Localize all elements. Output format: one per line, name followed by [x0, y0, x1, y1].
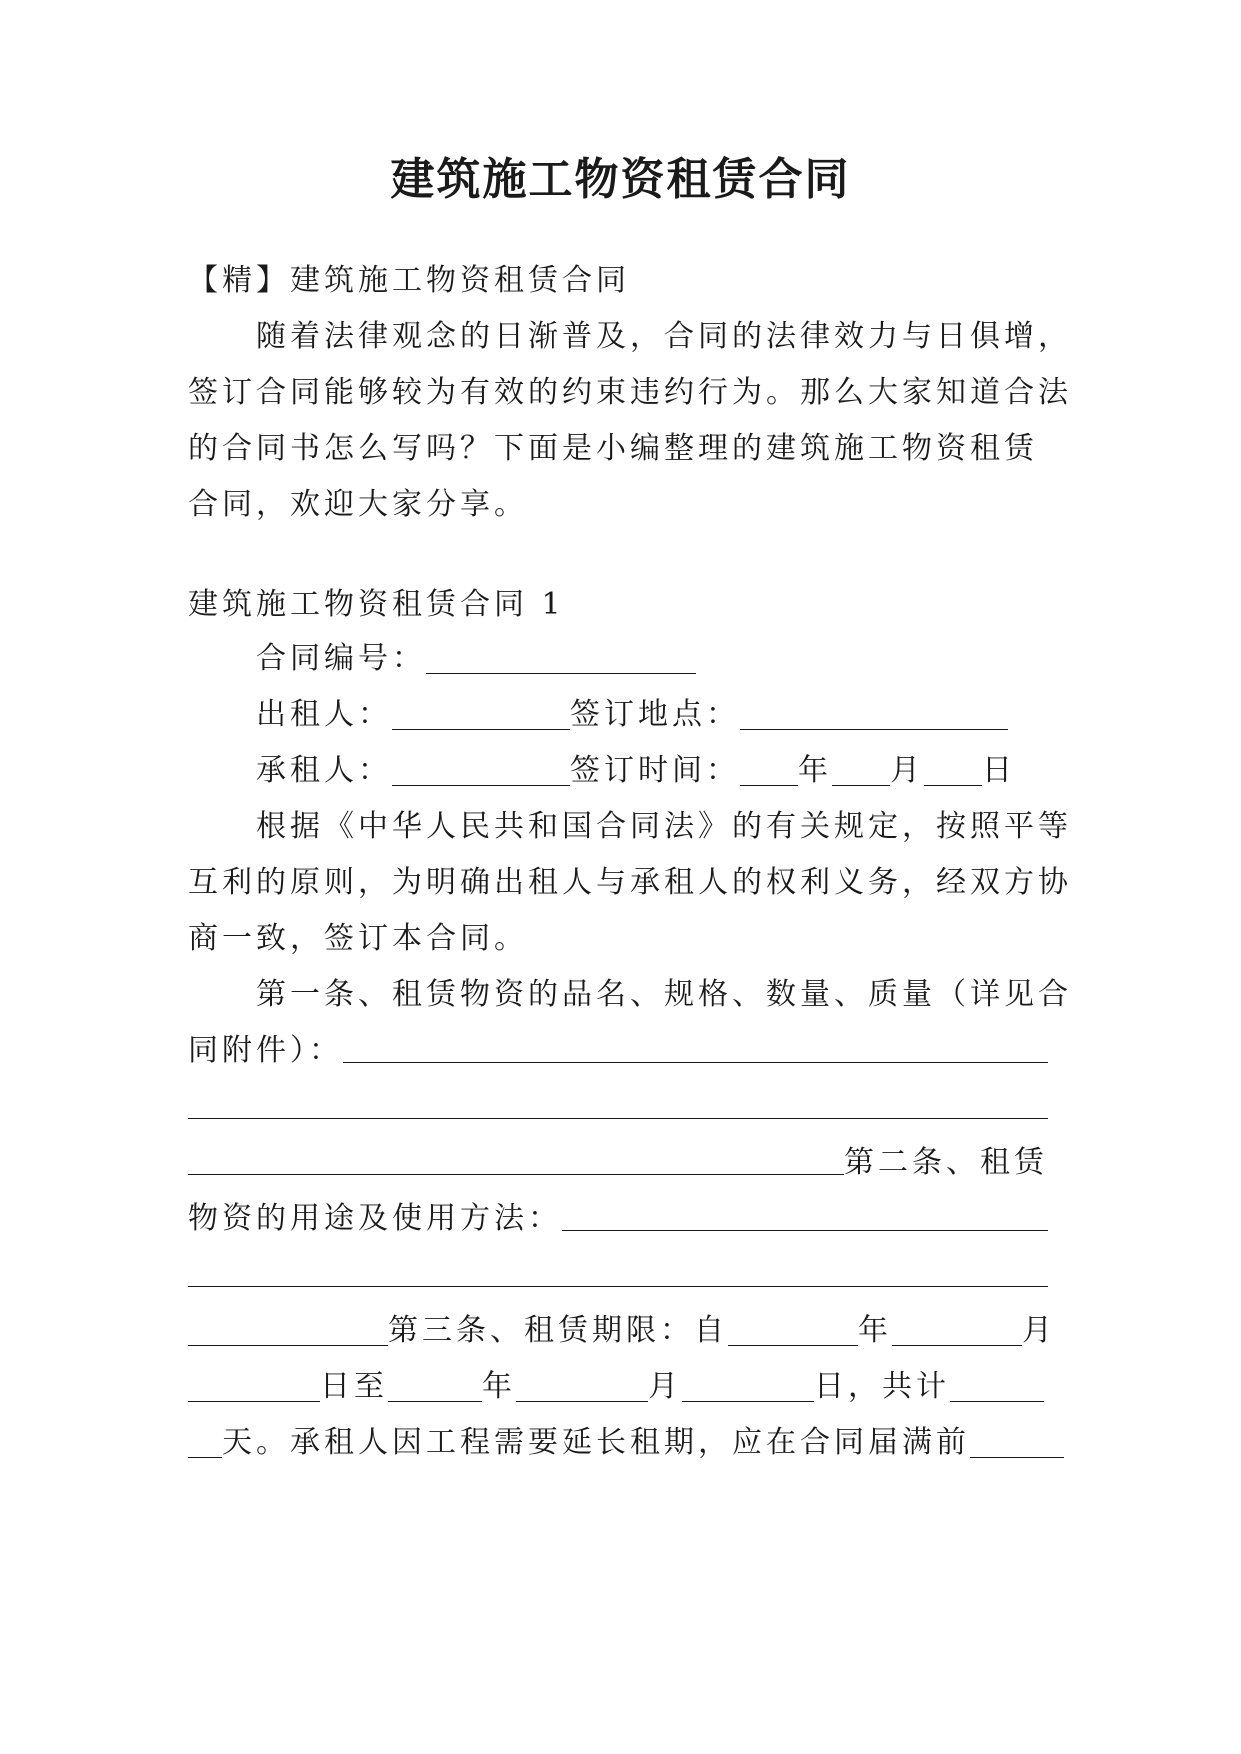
article-1-blank[interactable] [343, 1022, 1048, 1063]
article-3-line-1 [188, 1302, 1056, 1360]
lessee-label: 承租人： [256, 753, 392, 788]
intro-line-3: 的合同书怎么写吗？下面是小编整理的建筑施工物资租赁 [188, 431, 1038, 466]
sign-month-blank[interactable] [832, 745, 890, 786]
article-2-label: 第二条、租赁 [844, 1145, 1048, 1180]
end-day-blank[interactable] [682, 1361, 814, 1402]
start-month-blank[interactable] [892, 1305, 1022, 1346]
basis-line-1: 根据《中华人民共和国合同法》的有关规定，按照平等 [256, 809, 1072, 844]
extend-days-blank[interactable] [970, 1417, 1064, 1458]
end-year-label: 年 [482, 1369, 516, 1404]
basis-line-2: 互利的原则，为明确出租人与承租人的权利义务，经双方协 [188, 865, 1072, 900]
sign-year-blank[interactable] [740, 745, 798, 786]
article-1-line-2 [188, 1022, 1048, 1080]
lessor-row [188, 686, 1048, 744]
month-label: 月 [890, 753, 924, 788]
article-3-line-3 [188, 1414, 1048, 1472]
section-heading: 建筑施工物资租赁合同 1 [188, 587, 565, 622]
lessor-blank[interactable] [392, 689, 570, 730]
article-2-blank-line-2[interactable] [188, 1246, 1048, 1287]
day-to-label: 日至 [320, 1369, 388, 1404]
day-label: 日 [982, 753, 1016, 788]
start-day-blank[interactable] [188, 1361, 320, 1402]
article-2-blank-line-3[interactable] [188, 1305, 388, 1346]
sign-day-blank[interactable] [924, 745, 982, 786]
article-2-line-1 [188, 1134, 1048, 1192]
article-3-label: 第三条、租赁期限：自 [388, 1313, 728, 1348]
day-total-label: 日，共计 [814, 1369, 950, 1404]
sign-place-blank[interactable] [740, 689, 1008, 730]
extend-text: 天。承租人因工程需要延长租期，应在合同届满前 [222, 1425, 970, 1460]
total-days-blank-cont[interactable] [188, 1417, 222, 1458]
lessor-label: 出租人： [256, 697, 392, 732]
article-1-attachment-label: 同附件）： [188, 1033, 343, 1068]
article-1-blank-line-2[interactable] [188, 1078, 1048, 1119]
end-month-blank[interactable] [516, 1361, 648, 1402]
contract-number-label: 合同编号： [256, 641, 426, 676]
document-subtitle: 【精】建筑施工物资租赁合同 [188, 263, 630, 298]
end-year-blank[interactable] [388, 1361, 482, 1402]
intro-line-1: 随着法律观念的日渐普及，合同的法律效力与日俱增， [256, 319, 1072, 354]
article-3-line-2 [188, 1358, 1048, 1416]
year-label: 年 [798, 753, 832, 788]
sign-time-label: 签订时间： [570, 753, 740, 788]
lessee-row [188, 742, 1048, 800]
document-title: 建筑施工物资租赁合同 [390, 154, 851, 205]
article-2-usage-label: 物资的用途及使用方法： [188, 1201, 562, 1236]
intro-line-4: 合同，欢迎大家分享。 [188, 487, 528, 522]
total-days-blank[interactable] [950, 1361, 1044, 1402]
lessee-blank[interactable] [392, 745, 570, 786]
article-2-blank[interactable] [562, 1190, 1048, 1231]
start-year-blank[interactable] [728, 1305, 858, 1346]
end-month-label: 月 [648, 1369, 682, 1404]
contract-number-blank[interactable] [426, 633, 696, 674]
article-1-blank-line-3[interactable] [188, 1134, 844, 1175]
contract-number-row [188, 630, 1048, 688]
sign-place-label: 签订地点： [570, 697, 740, 732]
intro-line-2: 签订合同能够较为有效的约束违约行为。那么大家知道合法 [188, 375, 1072, 410]
start-year-label: 年 [858, 1313, 892, 1348]
article-2-line-2 [188, 1190, 1048, 1248]
article-1-line-1: 第一条、租赁物资的品名、规格、数量、质量（详见合 [256, 977, 1072, 1012]
basis-line-3: 商一致，签订本合同。 [188, 921, 528, 956]
start-month-label: 月 [1022, 1313, 1056, 1348]
